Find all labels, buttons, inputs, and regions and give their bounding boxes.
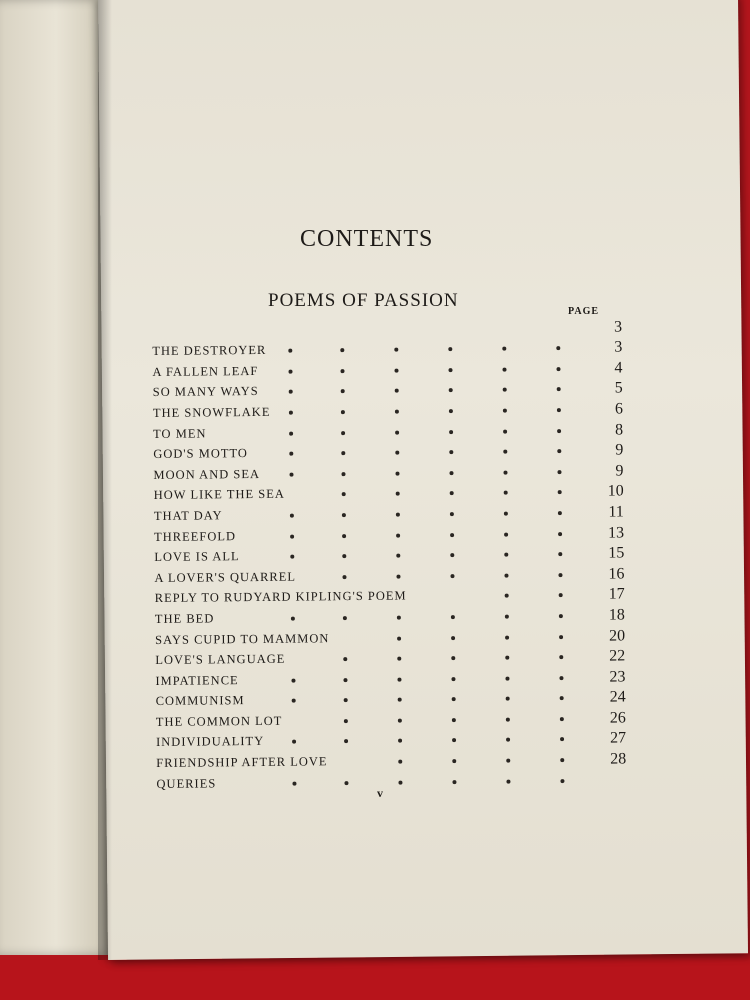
leader-dot [451, 615, 455, 619]
leader-dot [395, 451, 399, 455]
leader-dot [559, 655, 563, 659]
leader-dot [289, 452, 293, 456]
leader-dot [398, 718, 402, 722]
leader-dot [451, 656, 455, 660]
leader-dot [395, 471, 399, 475]
leader-dot [506, 738, 510, 742]
toc-page-number: 17 [608, 585, 625, 603]
leader-dot [344, 740, 348, 744]
leader-dot [341, 410, 345, 414]
toc-entry-title: THE COMMON LOT [155, 713, 283, 729]
leader-dot [292, 740, 296, 744]
leader-dot [556, 367, 560, 371]
leader-dot [343, 657, 347, 661]
leader-dot [449, 471, 453, 475]
toc-page-number: 3 [614, 318, 623, 336]
leader-dot [504, 512, 508, 516]
toc-entry-title: THREEFOLD [154, 528, 237, 544]
toc-entry-title: LOVE'S LANGUAGE [155, 651, 286, 668]
toc-page-number: 13 [608, 524, 625, 542]
leader-dot [503, 470, 507, 474]
toc-page-number: 11 [608, 503, 624, 521]
toc-page-number: 4 [614, 359, 623, 377]
leader-dot [449, 409, 453, 413]
leader-dot [340, 348, 344, 352]
leader-dot [558, 552, 562, 556]
toc-entry-title: THE SNOWFLAKE [152, 404, 271, 420]
leader-dot [506, 779, 510, 783]
leader-dot [505, 594, 509, 598]
leader-dot [398, 698, 402, 702]
leader-dot [557, 470, 561, 474]
leader-dot [396, 533, 400, 537]
leader-dot [396, 554, 400, 558]
toc-page-number: 9 [615, 462, 624, 480]
toc-entry-title: REPLY TO RUDYARD KIPLING'S POEM [154, 588, 407, 606]
toc-entry-title: GOD'S MOTTO [153, 446, 248, 462]
leader-dot [452, 697, 456, 701]
leader-dot [557, 429, 561, 433]
leader-dot [341, 472, 345, 476]
leader-dot [560, 738, 564, 742]
leader-dot [449, 450, 453, 454]
leader-dot [397, 677, 401, 681]
leader-dot [505, 614, 509, 618]
leader-dot [395, 430, 399, 434]
toc-entry-title: LOVE IS ALL [154, 549, 240, 565]
toc-page-number: 10 [607, 482, 624, 500]
toc-entry-title: THE DESTROYER [152, 343, 267, 359]
leader-dot [289, 390, 293, 394]
toc-list [152, 313, 627, 791]
leader-dot [344, 719, 348, 723]
leader-dot [451, 636, 455, 640]
toc-page-number: 27 [609, 729, 627, 748]
leader-dot [506, 717, 510, 721]
leader-dot [450, 512, 454, 516]
leader-dot [395, 389, 399, 393]
toc-page-number: 20 [608, 626, 626, 645]
leader-dot [452, 718, 456, 722]
leader-dot [397, 657, 401, 661]
toc-page-number: 26 [609, 709, 626, 727]
leader-dot [342, 575, 346, 579]
leader-dot [290, 514, 294, 518]
leader-dot [504, 491, 508, 495]
leader-dot [450, 533, 454, 537]
leader-dot [340, 369, 344, 373]
leader-dot [342, 534, 346, 538]
toc-entry-title: INDIVIDUALITY [156, 734, 265, 750]
leader-dot [505, 656, 509, 660]
toc-page-number: 6 [614, 400, 623, 418]
leader-dot [396, 492, 400, 496]
leader-dot [557, 387, 561, 391]
leader-dot [452, 759, 456, 763]
leader-dot [558, 490, 562, 494]
leader-dot [394, 348, 398, 352]
toc-page-number: 18 [608, 606, 625, 624]
leader-dot [503, 388, 507, 392]
leader-dot [398, 739, 402, 743]
toc-page-number: 16 [608, 565, 625, 583]
page-folio: v [377, 786, 383, 800]
page-column-header: PAGE [568, 306, 600, 317]
leader-dot [560, 717, 564, 721]
leader-dot [559, 593, 563, 597]
toc-page-number: 15 [608, 544, 625, 562]
contents-title: CONTENTS [300, 226, 434, 252]
leader-dot [503, 429, 507, 433]
toc-entry-title: TO MEN [153, 426, 207, 441]
left-page [0, 0, 112, 955]
toc-entry-title: A FALLEN LEAF [152, 363, 259, 379]
leader-dot [506, 759, 510, 763]
leader-dot [397, 636, 401, 640]
leader-dot [559, 614, 563, 618]
leader-dot [342, 554, 346, 558]
leader-dot [503, 450, 507, 454]
leader-dot [505, 635, 509, 639]
leader-dot [503, 409, 507, 413]
leader-dot [558, 511, 562, 515]
leader-dot [449, 430, 453, 434]
leader-dot [560, 696, 564, 700]
leader-dot [559, 676, 563, 680]
leader-dot [397, 616, 401, 620]
leader-dot [448, 368, 452, 372]
leader-dot [452, 739, 456, 743]
leader-dot [449, 388, 453, 392]
section-title: POEMS OF PASSION [268, 290, 459, 311]
toc-entry-title: THAT DAY [153, 508, 223, 523]
leader-dot [290, 555, 294, 559]
leader-dot [343, 678, 347, 682]
leader-dot [344, 781, 348, 785]
leader-dot [398, 780, 402, 784]
leader-dot [558, 573, 562, 577]
leader-dot [289, 431, 293, 435]
leader-dot [292, 781, 296, 785]
leader-dot [450, 574, 454, 578]
toc-entry-title: THE BED [154, 611, 215, 626]
leader-dot [291, 678, 295, 682]
leader-dot [560, 779, 564, 783]
leader-dot [289, 472, 293, 476]
red-cloth-background [0, 960, 750, 1000]
leader-dot [289, 411, 293, 415]
leader-dot [341, 390, 345, 394]
toc-entry-title: SAYS CUPID TO MAMMON [155, 630, 330, 647]
leader-dot [450, 491, 454, 495]
leader-dot [341, 431, 345, 435]
toc-page-number: 3 [614, 338, 623, 356]
leader-dot [394, 368, 398, 372]
leader-dot [290, 534, 294, 538]
leader-dot [395, 410, 399, 414]
toc-entry-title: HOW LIKE THE SEA [153, 487, 285, 503]
leader-dot [396, 574, 400, 578]
leader-dot [448, 347, 452, 351]
leader-dot [342, 492, 346, 496]
page-gutter-shadow [98, 0, 112, 960]
toc-page-number: 22 [609, 647, 626, 665]
leader-dot [504, 573, 508, 577]
leader-dot [557, 408, 561, 412]
leader-dot [342, 513, 346, 517]
leader-dot [557, 449, 561, 453]
leader-dot [502, 347, 506, 351]
leader-dot [504, 532, 508, 536]
leader-dot [396, 513, 400, 517]
leader-dot [450, 553, 454, 557]
leader-dot [559, 635, 563, 639]
leader-dot [292, 699, 296, 703]
toc-page-number: 5 [614, 379, 623, 397]
leader-dot [451, 677, 455, 681]
toc-page-number: 24 [609, 688, 626, 706]
leader-dot [504, 553, 508, 557]
leader-dot [505, 676, 509, 680]
leader-dot [291, 617, 295, 621]
toc-page-number: 23 [609, 668, 626, 686]
leader-dot [289, 369, 293, 373]
toc-entry-title: IMPATIENCE [155, 672, 239, 688]
toc-entry-title: QUERIES [156, 776, 217, 791]
toc-page-number: 8 [615, 421, 624, 439]
leader-dot [344, 698, 348, 702]
leader-dot [288, 349, 292, 353]
toc-entry-title: MOON AND SEA [153, 466, 261, 482]
leader-dot [556, 346, 560, 350]
leader-dot [502, 367, 506, 371]
toc-entry-title: SO MANY WAYS [152, 384, 259, 400]
leader-dot [341, 451, 345, 455]
toc-entry-title: A LOVER'S QUARREL [154, 569, 297, 585]
leader-dot [343, 616, 347, 620]
toc-page-number: 28 [610, 750, 627, 768]
toc-page-number: 9 [615, 441, 624, 459]
leader-dot [558, 532, 562, 536]
leader-dot [506, 697, 510, 701]
toc-entry-title: FRIENDSHIP AFTER LOVE [156, 754, 328, 771]
leader-dot [452, 780, 456, 784]
leader-dot [398, 760, 402, 764]
leader-dot [560, 758, 564, 762]
toc-entry-title: COMMUNISM [155, 693, 245, 709]
